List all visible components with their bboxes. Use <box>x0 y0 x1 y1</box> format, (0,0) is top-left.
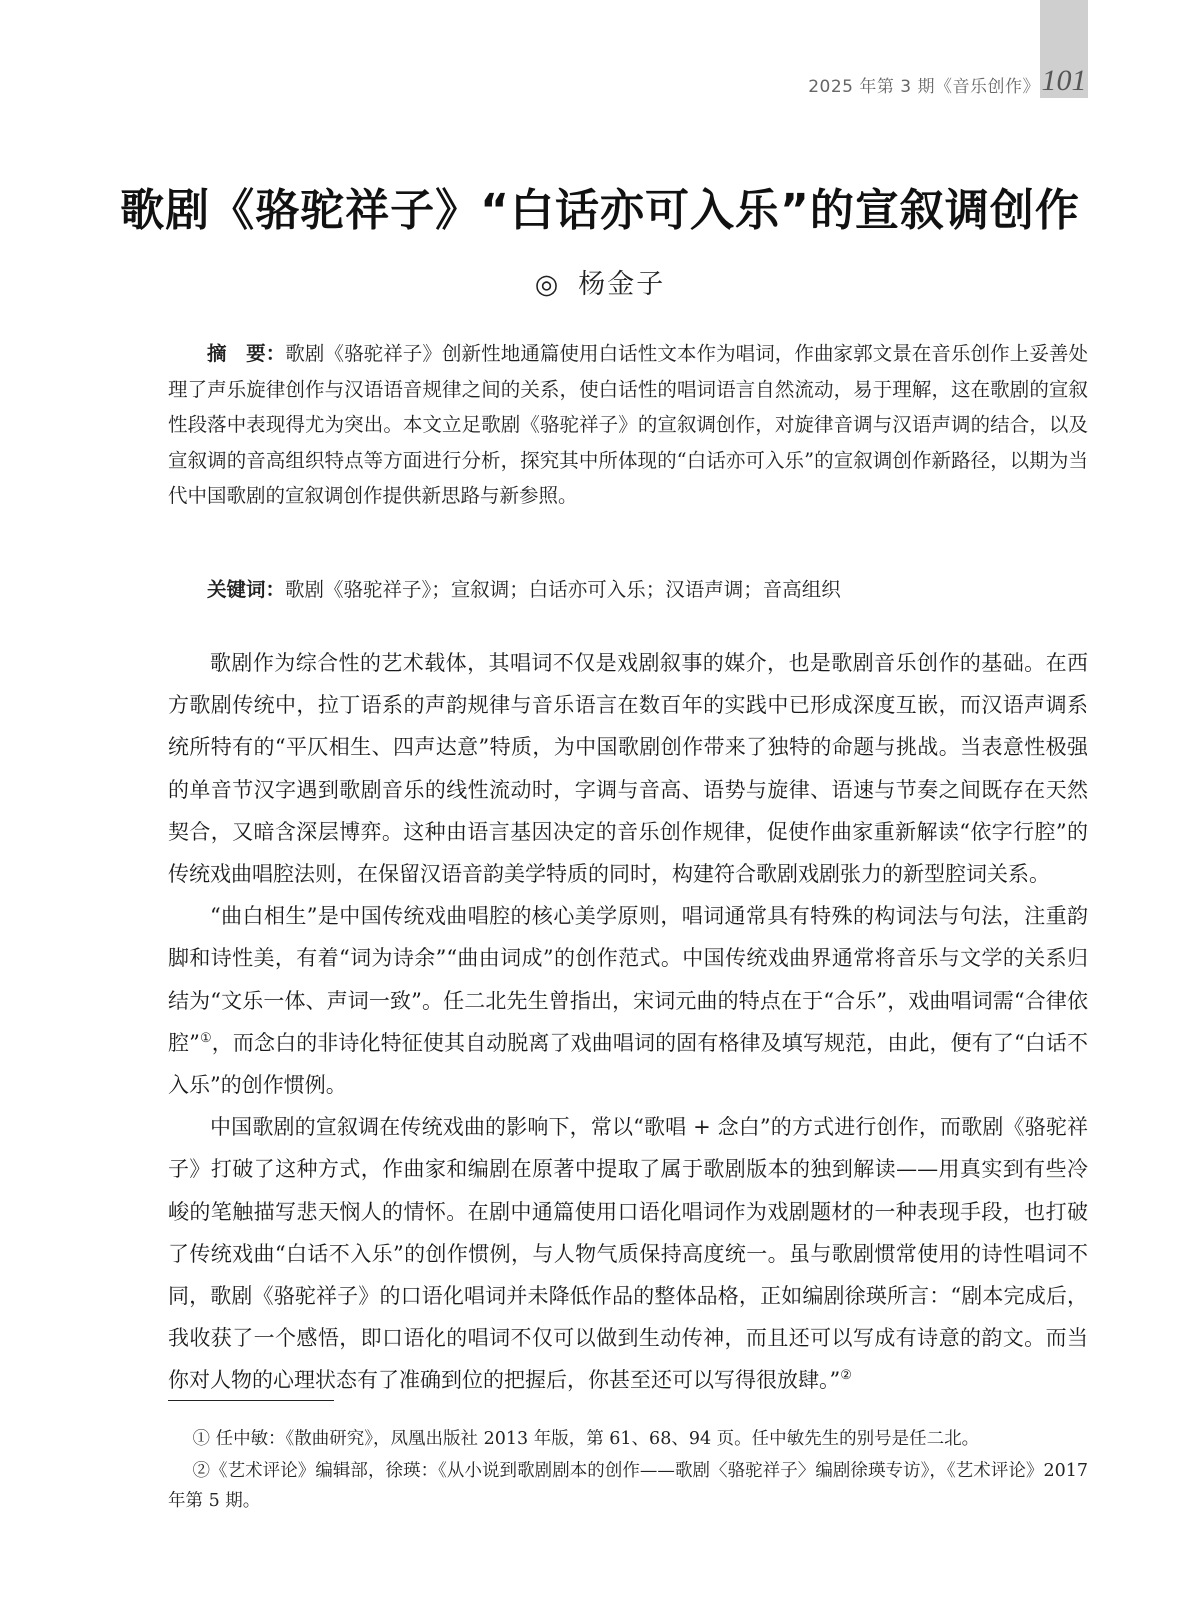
author-mark: ◎ <box>534 269 561 300</box>
author-name: 杨金子 <box>578 269 666 300</box>
paragraph-2-text-b: ，而念白的非诗化特征使其自动脱离了戏曲唱词的固有格律及填写规范，由此，便有了“白话不入乐”的创作惯例。 <box>168 1030 1089 1098</box>
keywords-text: 歌剧《骆驼祥子》；宣叙调；白话亦可入乐；汉语声调；音高组织 <box>285 578 841 601</box>
body-paragraph-3 <box>168 1106 1088 1401</box>
footnote-ref-1[interactable]: ① <box>199 1030 212 1046</box>
page-number: 101 <box>1041 64 1087 97</box>
footnote-divider <box>168 1400 334 1401</box>
keywords-label: 关键词： <box>207 578 286 601</box>
article-title: 歌剧《骆驼祥子》“白话亦可入乐”的宣叙调创作 <box>120 185 1080 236</box>
abstract-text: 歌剧《骆驼祥子》创新性地通篇使用白话性文本作为唱词，作曲家郭文景在音乐创作上妥善处理了声乐旋律创作与汉语语音规律之间的关系，使白话性的唱词语言自然流动，易于理解，这在歌剧的宣叙性段落中表现得尤为突出。本文立足歌剧《骆驼祥子》的宣叙调创作，对旋律音调与汉语声调的结合，以及宣叙调的音高组织特点等方面进行分析，探究其中所体现的“白话亦可入乐”的宣叙调创作新路径，以期为当代中国歌剧的宣叙调创作提供新思路与新参照。 <box>168 342 1088 508</box>
article-body <box>168 642 1088 1402</box>
body-paragraph-1: 歌剧作为综合性的艺术载体，其唱词不仅是戏剧叙事的媒介，也是歌剧音乐创作的基础。在西方歌剧传统中，拉丁语系的声韵规律与音乐语言在数百年的实践中已形成深度互嵌，而汉语声调系统所特有的“平仄相生、四声达意”特质，为中国歌剧创作带来了独特的命题与挑战。当表意性极强的单音节汉字遇到歌剧音乐的线性流动时，字调与音高、语势与旋律、语速与节奏之间既存在天然契合，又暗含深层博弈。这种由语言基因决定的音乐创作规律，促使作曲家重新解读“依字行腔”的传统戏曲唱腔法则，在保留汉语音韵美学特质的同时，构建符合歌剧戏剧张力的新型腔词关系。 <box>168 651 1088 887</box>
abstract-label: 摘 要： <box>207 342 286 365</box>
footnote-2: ②《艺术评论》编辑部，徐瑛：《从小说到歌剧剧本的创作——歌剧〈骆驼祥子〉编剧徐瑛专访》，《艺术评论》2017 年第 5 期。 <box>168 1461 1088 1511</box>
footnotes <box>168 1424 1088 1518</box>
running-head: 2025 年第 3 期《音乐创作》 <box>808 77 1040 97</box>
paragraph-2-text-a: “曲白相生”是中国传统戏曲唱腔的核心美学原则，唱词通常具有特殊的构词法与句法，注重韵脚和诗性美，有着“词为诗余”“曲由词成”的创作范式。中国传统戏曲界通常将音乐与文学的关系归结为“文乐一体、声词一致”。任二北先生曾指出，宋词元曲的特点在于“合乐”，戏曲唱词需“合律依腔” <box>168 904 1088 1055</box>
keywords <box>168 572 1088 607</box>
body-paragraph-2 <box>168 895 1088 1106</box>
footnote-ref-2[interactable]: ② <box>840 1368 852 1384</box>
author-line <box>0 262 1200 301</box>
abstract <box>168 336 1088 514</box>
paragraph-3-text: 中国歌剧的宣叙调在传统戏曲的影响下，常以“歌唱 + 念白”的方式进行创作，而歌剧《骆驼祥子》打破了这种方式，作曲家和编剧在原著中提取了属于歌剧版本的独到解读——用真实到有些冷峻的笔触描写悲天悯人的情怀。在剧中通篇使用口语化唱词作为戏剧题材的一种表现手段，也打破了传统戏曲“白话不入乐”的创作惯例，与人物气质保持高度统一。虽与歌剧惯常使用的诗性唱词不同，歌剧《骆驼祥子》的口语化唱词并未降低作品的整体品格，正如编剧徐瑛所言：“剧本完成后，我收获了一个感悟，即口语化的唱词不仅可以做到生动传神，而且还可以写成有诗意的韵文。而当你对人物的心理状态有了准确到位的把握后，你甚至还可以写得很放肆。” <box>168 1115 1088 1393</box>
footnote-1: ① 任中敏：《散曲研究》，凤凰出版社 2013 年版，第 61、68、94 页。任中敏先生的别号是任二北。 <box>192 1429 980 1449</box>
